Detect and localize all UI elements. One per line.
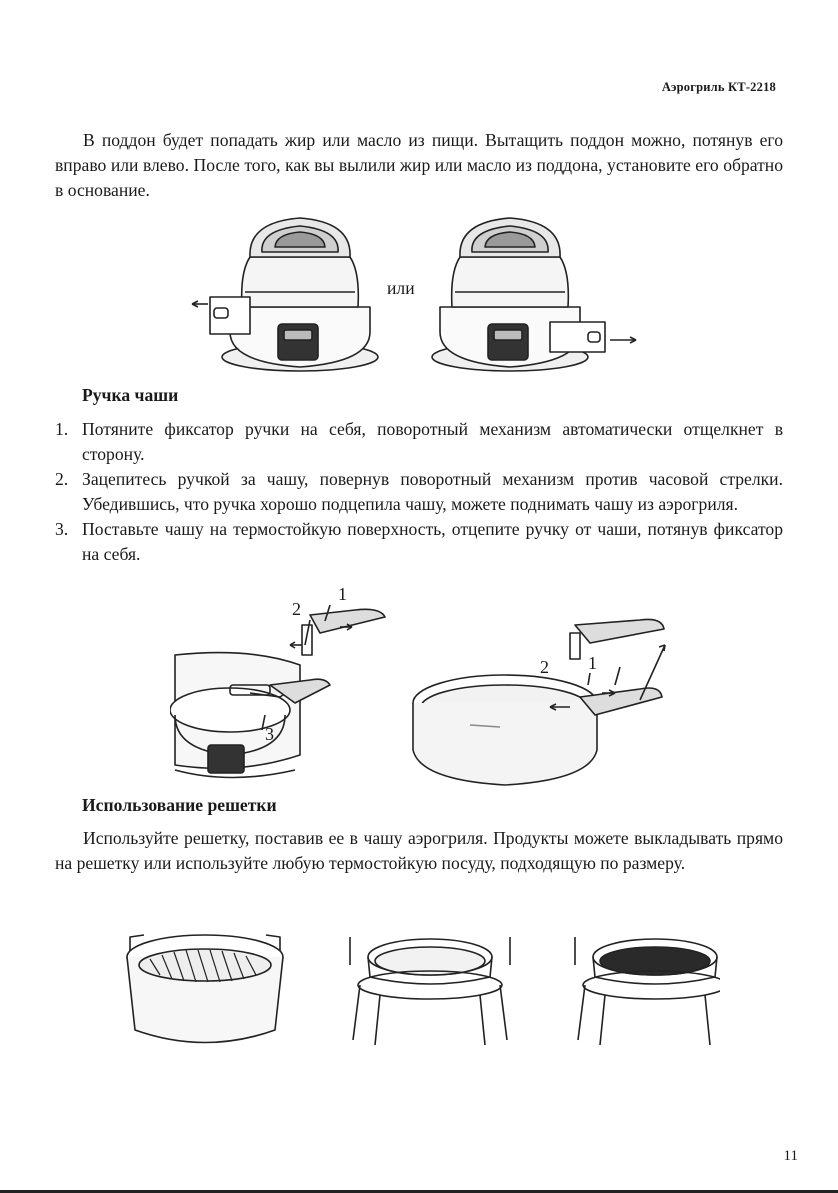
- callout-number: 2: [540, 657, 549, 677]
- page-number: 11: [783, 1148, 798, 1164]
- callout-number: 1: [588, 653, 597, 673]
- bowl-with-rack-icon: [127, 935, 283, 1043]
- rack-paragraph: Используйте решетку, поставив ее в чашу аэрогриля. Продукты можете выкладывать прямо на решетку или используйте любую термостойкую посуду, подходящую по размеру.: [55, 828, 783, 873]
- callout-number: 3: [265, 724, 274, 744]
- section-title-handle: Ручка чаши: [82, 385, 179, 405]
- list-item: 2. Зацепитесь ручкой за чашу, повернув поворотный механизм против часовой стрелки. Убедившись, что ручка хорошо подцепила чашу, можете поднимать чашу из аэрогриля.: [55, 469, 783, 514]
- section-title-rack: Использование решетки: [82, 795, 277, 815]
- fryer-left-icon: [192, 218, 378, 371]
- fryer-with-handle-icon: [170, 605, 385, 778]
- fryer-right-icon: [432, 218, 636, 371]
- list-item: 3. Поставьте чашу на термостойкую поверхность, отцепите ручку от чаши, потянув фиксатор на себя.: [55, 519, 783, 564]
- rack-with-pan-icon: [350, 937, 510, 1045]
- page-header-model: Аэрогриль КТ-2218: [661, 80, 776, 94]
- callout-number: 1: [338, 585, 347, 604]
- list-item: 1. Потяните фиксатор ручки на себя, поворотный механизм автоматически отщелкнет в сторону.: [55, 419, 783, 464]
- drip-tray-illustration: [190, 212, 640, 382]
- bowl-icon: [413, 619, 665, 785]
- intro-paragraph: В поддон будет попадать жир или масло из пищи. Вытащить поддон можно, потянув его вправо или влево. После того, как вы вылили жир или масло из поддона, установите его обратно в основание.: [55, 130, 783, 200]
- or-label: или: [387, 278, 415, 298]
- callout-number: 2: [292, 599, 301, 619]
- handle-steps-list: [55, 417, 783, 567]
- bowl-handle-illustration: [170, 585, 670, 795]
- rack-with-dish-icon: [575, 937, 720, 1045]
- rack-usage-illustration: [120, 925, 720, 1060]
